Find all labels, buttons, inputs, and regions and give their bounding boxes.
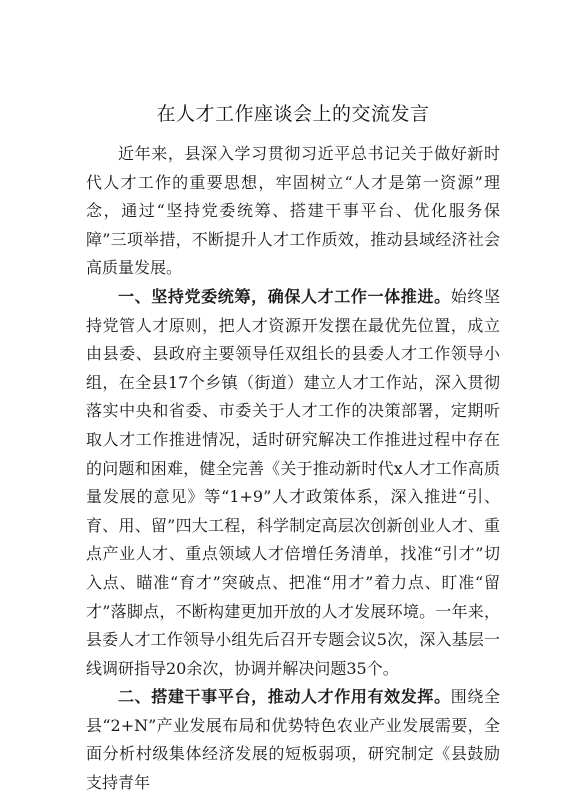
paragraph-text: 始终坚持党管人才原则，把人才资源开发摆在最优先位置，成立由县委、县政府主要领导任双组长的县委人才工作领导小组，在全县17个乡镇（街道）建立人才工作站，深入贯彻落实中央和省委、市委关于人才工作的决策部署，定期听取人才工作推进情况，适时研究解决工作推进过程中存在的问题和困难，健全完善《关于推动新时代x人才工作高质量发展的意见》等“1+9”人才政策体系，深入推进“引、育、用、留”四大工程，科学制定高层次创新创业人才、重点产业人才、重点领域人才倍增任务清单，找准“引才”切入点、瞄准“育才”突破点、把准“用才”着力点、盯准“留才”落脚点，不断构建更加开放的人才发展环境。一年来，县委人才工作领导小组先后召开专题会议5次，深入基层一线调研指导20余次，协调并解决问题35个。: [86, 286, 500, 678]
document-body: [86, 140, 500, 798]
document-title: 在人才工作座谈会上的交流发言: [156, 103, 430, 125]
paragraph-section-2: [86, 683, 500, 797]
paragraph-text: 围绕全县“2+N”产业发展布局和优势特色农业产业发展需要，全面分析村级集体经济发展的短板弱项，研究制定《县鼓励支持青年: [86, 687, 500, 793]
paragraph-section-1: [86, 283, 500, 683]
paragraph-intro: [86, 140, 500, 283]
paragraph-heading: 一、坚持党委统筹，确保人才工作一体推进。: [118, 286, 451, 306]
paragraph-heading: 二、搭建干事平台，推动人才作用有效发挥。: [118, 687, 451, 707]
paragraph-text: 近年来，县深入学习贯彻习近平总书记关于做好新时代人才工作的重要思想，牢固树立“人才是第一资源”理念，通过“坚持党委统筹、搭建干事平台、优化服务保障”三项举措，不断提升人才工作质效，推动县域经济社会高质量发展。: [86, 144, 500, 278]
